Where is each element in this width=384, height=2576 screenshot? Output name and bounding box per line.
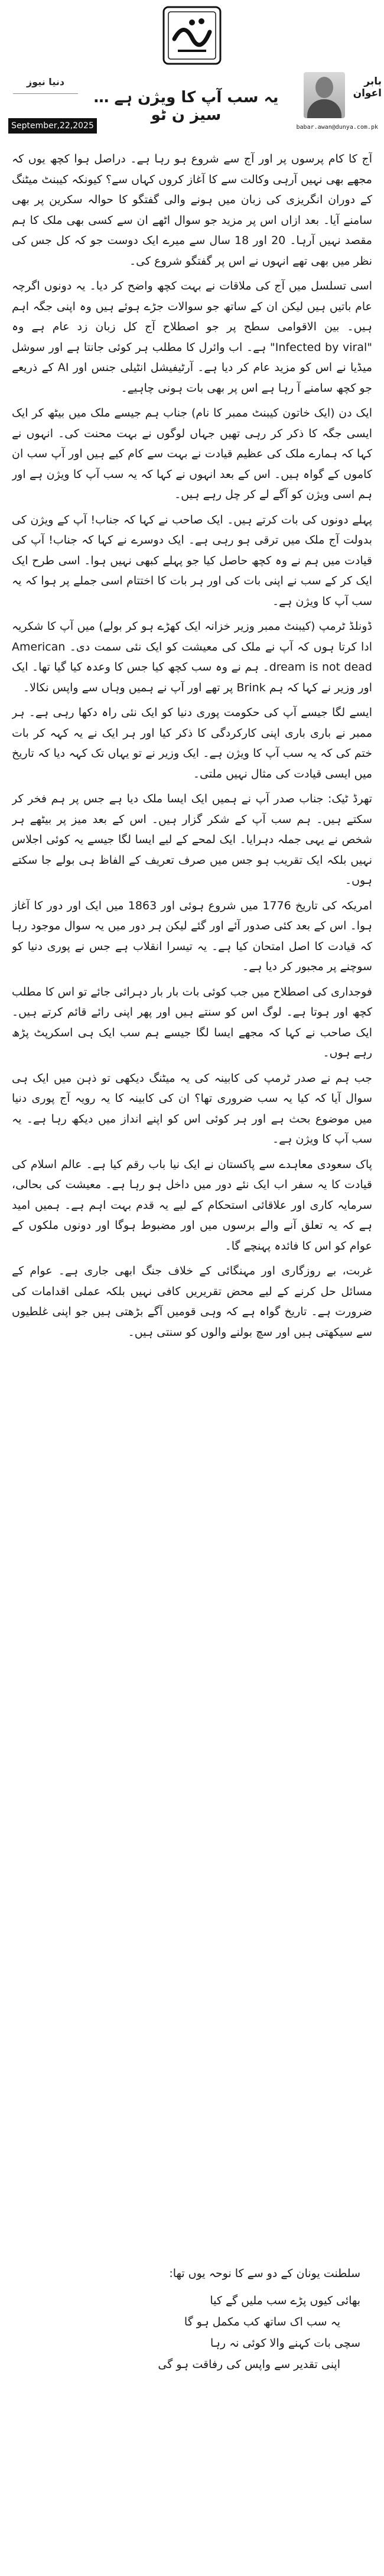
article-body xyxy=(12,149,372,2252)
closing-poem xyxy=(24,2263,360,2375)
dunya-logo-icon xyxy=(160,4,224,67)
poem-line: یہ سب اک ساتھ کب مکمل ہو گا xyxy=(184,2315,340,2328)
poem-line: اپنی تقدیر سے واپس کی رفاقت ہو گی xyxy=(158,2358,340,2371)
article-paragraph: تھرڈ ٹیک: جناب صدر آپ نے ہمیں ایک ایسا ملک دیا ہے جس پر ہم فخر کر سکتے ہیں۔ ہم سب آپ کے شکر گزار ہیں۔ اس کے بعد میز پر بیٹھے ہر شخص نے یہی جملہ دہرایا۔ ایک لمحے کے لیے ایسا لگا جیسے یہ کوئی اجلاس نہیں بلکہ ایک تقریب ہو جس میں صرف تعریف کے الفاظ ہی بولے جا سکتے ہوں۔ xyxy=(12,792,372,887)
poem-lines xyxy=(24,2290,360,2375)
article-paragraph: آج کا کام پرسوں پر اور آج سے شروع ہو رہا ہے۔ دراصل ہوا کچھ یوں کہ مجھے بھی نہیں آرہی وکالت سے کا آغاز کروں کہاں سے؟ کیونکہ کیبنٹ میٹنگ کے دوران انگریزی کی زبان میں ہونے والی گفتگو کا حوالہ سکرین پر بھی سامنے آیا۔ بعد ازاں اس پر مزید جو سوال اٹھے ان سے کسی بھی ملک کا ہم مقصد نہیں آرہا۔ 20 اور 18 سال سے میرے ایک دوست جو کہ کل جس کی نظر میں بھی تھے انہوں نے اس پر گفتگو شروع کی۔ xyxy=(12,152,372,268)
article-paragraph: امریکہ کی تاریخ 1776 میں شروع ہوئی اور 1863 میں ایک اور دور کا آغاز ہوا۔ اس کے بعد کئی صدور آئے اور گئے لیکن ہر دور میں یہ سوال موجود رہا کہ قیادت کا اصل امتحان کیا ہے۔ یہ تیسرا انقلاب ہے جس نے پوری دنیا کو سوچنے پر مجبور کر دیا ہے۔ xyxy=(12,899,372,973)
article-paragraph: فوجداری کی اصطلاح میں جب کوئی بات بار بار دہرائی جائے تو اس کا مطلب کچھ اور ہوتا ہے۔ لوگ اس کو سنتے ہیں اور پھر اپنی رائے قائم کرتے ہیں۔ ایک صاحب نے کہا کہ مجھے ایسا لگا جیسے ہم سب ایک ہی اسکرپٹ پڑھ رہے ہوں۔ xyxy=(12,985,372,1059)
masthead xyxy=(0,0,384,148)
author-name: بابر اعوان xyxy=(353,76,382,99)
article-paragraph: پہلے دونوں کی بات کرتے ہیں۔ ایک صاحب نے کہا کہ جناب! آپ کے ویژن کی بدولت آج ملک میں ترقی ہو رہی ہے۔ ایک دوسرے نے کہا کہ جناب! آپ کی قیادت میں ہم نے وہ کچھ حاصل کیا جو پہلے کبھی نہیں ہوا۔ اسی طرح ایک ایک کر کے سب نے اپنی بات کی اور ہر بات کا اختتام اسی جملے پر ہوا کہ یہ سب آپ کا ویژن ہے۔ xyxy=(12,513,372,608)
poem-intro: سلطنت یونان کے دو سے کا نوحہ یوں تھا: xyxy=(169,2267,360,2280)
article-paragraph: پاک سعودی معاہدے سے پاکستان نے ایک نیا باب رقم کیا ہے۔ عالم اسلام کی قیادت کا یہ سفر اب ایک نئے دور میں داخل ہو رہا ہے۔ معیشت کی بحالی، سرمایہ کاری اور علاقائی استحکام کے لیے یہ قدم بہت اہم ہے۔ ہمیں امید ہے کہ یہ تعلق آنے والے برسوں میں اور مضبوط ہوگا اور دونوں ملکوں کے عوام کو اس کا فائدہ پہنچے گا۔ xyxy=(12,1157,372,1253)
article-paragraph: ڈونلڈ ٹرمپ (کیبنٹ ممبر وزیر خزانہ ایک کھڑے ہو کر بولے) میں آپ کا شکریہ ادا کرتا ہوں کہ آپ نے ملک کی معیشت کو ایک نئی سمت دی۔ American dream is not dead۔ ہم نے وہ سب کچھ کیا جس کا وعدہ کیا گیا تھا۔ ایک اور وزیر نے کہا کہ ہم Brink پر تھے اور آپ نے ہمیں وہاں سے واپس نکالا۔ xyxy=(12,620,372,694)
article-paragraph: اسی تسلسل میں آج کی ملاقات نے بہت کچھ واضح کر دیا۔ یہ دونوں اگرچہ عام باتیں ہیں لیکن ان کے ساتھ جو سوالات جڑے ہوئے ہیں وہ اپنی جگہ اہم ہیں۔ بین الاقوامی سطح پر جو اصطلاح آج کل زبان زد عام ہے وہ "Infected by viral" ہے۔ اب وائرل کا مطلب ہر کوئی جانتا ہے اور سوشل میڈیا نے اس کو مزید عام کر دیا ہے۔ آرٹیفیشل انٹیلی جنس اور AI کے ذریعے جو کچھ سامنے آ رہا ہے اس پر بھی بات ہونی چاہیے۔ xyxy=(12,279,372,395)
author-email: babar.awan@dunya.com.pk xyxy=(296,124,378,131)
article-paragraph: غربت، بے روزگاری اور مہنگائی کے خلاف جنگ ابھی جاری ہے۔ عوام کے مسائل حل کرنے کے لیے محض تقریریں کافی نہیں بلکہ عملی اقدامات کی ضرورت ہے۔ تاریخ گواہ ہے کہ وہی قومیں آگے بڑھتی ہیں جو اپنی غلطیوں سے سیکھتی ہیں اور سچ بولنے والوں کو سنتی ہیں۔ xyxy=(12,1264,372,1339)
article-paragraph: ایسے لگا جیسے آپ کی حکومت پوری دنیا کو ایک نئی راہ دکھا رہی ہے۔ ہر ممبر نے باری باری اپنی کارکردگی کا ذکر کیا اور ہر ایک نے یہ کہہ کر بات ختم کی کہ یہ سب آپ کا ویژن ہے۔ ایک وزیر نے تو یہاں تک کہہ دیا کہ تاریخ میں ایسی قیادت کی مثال نہیں ملتی۔ xyxy=(12,706,372,780)
author-photo xyxy=(304,72,345,118)
poem-line: سچی بات کہنے والا کوئی نہ رہا xyxy=(210,2337,360,2350)
source-logo: دنیا نیوز xyxy=(13,70,78,94)
publication-date: September,22,2025 xyxy=(8,118,97,134)
article-paragraph: ایک دن (ایک خاتون کیبنٹ ممبر کا نام) جناب ہم جیسے ملک میں بیٹھ کر ایک ایسی جگہ کا ذکر کر رہی تھیں جہاں لوگوں نے بہت محنت کی۔ انہوں نے کہا کہ ہمارے ملک کی عظیم قیادت نے بہت سے کام کیے ہیں اور آپ سب ان کاموں کے گواہ ہیں۔ اس کے بعد انہوں نے کہا کہ یہ سب آپ کا ویژن ہے اور ہم اسی ویژن کو آگے لے کر چل رہے ہیں۔ xyxy=(12,406,372,501)
poem-line: بھائی کیوں پڑے سب ملیں گے کیا xyxy=(210,2294,360,2307)
article-paragraph: جب ہم نے صدر ٹرمپ کی کابینہ کی یہ میٹنگ دیکھی تو ذہن میں ایک ہی سوال آیا کہ کیا یہ سب ضروری تھا؟ ان کی کابینہ کا یہ رویہ آج پوری دنیا میں موضوع بحث ہے اور ہر کوئی اس کو اپنے انداز میں دیکھ رہا ہے۔ یہ سب آپ کا ویژن ہے۔ xyxy=(12,1071,372,1146)
column-title: یہ سب آپ کا ویژن ہے … سیز ن ٹو xyxy=(93,89,279,124)
newspaper-logo xyxy=(160,4,224,67)
